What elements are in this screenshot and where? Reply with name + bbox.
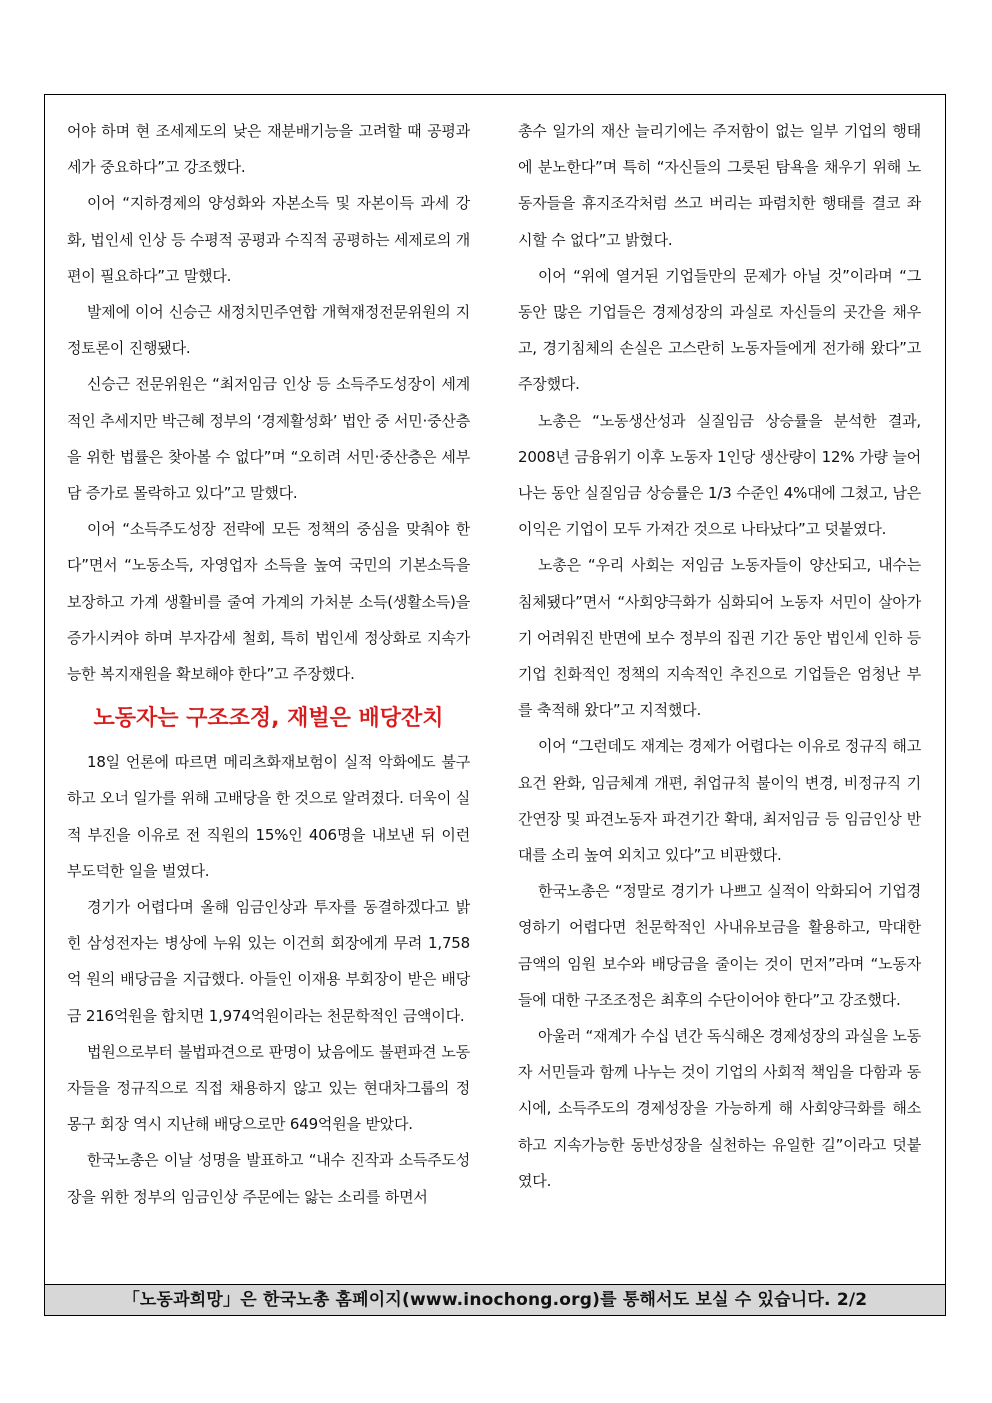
paragraph: 18일 언론에 따르면 메리츠화재보험이 실적 악화에도 불구하고 오너 일가를 위해 고배당을 한 것으로 알려졌다. 더욱이 실적 부진을 이유로 전 직원의 15%인 406명을 내보낸 뒤 이런 부도덕한 일을 벌였다. (67, 753, 470, 880)
paragraph: 아울러 “재계가 수십 년간 독식해온 경제성장의 과실을 노동자 서민들과 함께 나누는 것이 기업의 사회적 책임을 다함과 동시에, 소득주도의 경제성장을 가능하게 해 사회양극화를 해소하고 지속가능한 동반성장을 실천하는 유일한 길”이라고 덧붙였다. (518, 1027, 921, 1190)
section-subheading: 노동자는 구조조정, 재벌은 배당잔치 (93, 706, 444, 732)
left-column (67, 113, 470, 1215)
paragraph: 이어 “그런데도 재계는 경제가 어렵다는 이유로 정규직 해고요건 완화, 임금체계 개편, 취업규칙 불이익 변경, 비정규직 기간연장 및 파견노동자 파견기간 확대, 최저임금 등 임금인상 반대를 소리 높여 외치고 있다”고 비판했다. (518, 737, 921, 865)
paragraph: 총수 일가의 재산 늘리기에는 주저함이 없는 일부 기업의 행태에 분노한다”며 특히 “자신들의 그릇된 탐욕을 채우기 위해 노동자들을 휴지조각처럼 쓰고 버리는 파렴치한 행태를 결코 좌시할 수 없다”고 밝혔다. (518, 122, 921, 249)
page-frame (44, 94, 946, 1316)
paragraph: 발제에 이어 신승근 새정치민주연합 개혁재정전문위원의 지정토론이 진행됐다. (67, 303, 470, 358)
paragraph: 어야 하며 현 조세제도의 낮은 재분배기능을 고려할 때 공평과세가 중요하다”고 강조했다. (67, 122, 470, 177)
paragraph: 노총은 “우리 사회는 저임금 노동자들이 양산되고, 내수는 침체됐다”면서 “사회양극화가 심화되어 노동자 서민이 살아가기 어려워진 반면에 보수 정부의 집권 기간 동안 법인세 인하 등 기업 친화적인 정책의 지속적인 추진으로 기업들은 엄청난 부를 축적해 왔다”고 지적했다. (518, 556, 921, 720)
paragraph: 이어 “위에 열거된 기업들만의 문제가 아닐 것”이라며 “그 동안 많은 기업들은 경제성장의 과실로 자신들의 곳간을 채우고, 경기침체의 손실은 고스란히 노동자들에게 전가해 왔다”고 주장했다. (518, 266, 921, 394)
footer-bar (45, 1284, 945, 1315)
paragraph: 법원으로부터 불법파견으로 판명이 났음에도 불편파견 노동자들을 정규직으로 직접 채용하지 않고 있는 현대차그룹의 정몽구 회장 역시 지난해 배당으로만 649억원을 받았다. (67, 1042, 470, 1134)
paragraph: 노총은 “노동생산성과 실질임금 상승률을 분석한 결과, 2008년 금융위기 이후 노동자 1인당 생산량이 12% 가량 늘어나는 동안 실질임금 상승률은 1/3 수준인 4%대에 그쳤고, 남은 이익은 기업이 모두 가져간 것으로 나타났다”고 덧붙였다. (518, 411, 921, 539)
paragraph: 이어 “지하경제의 양성화와 자본소득 및 자본이득 과세 강화, 법인세 인상 등 수평적 공평과 수직적 공평하는 세제로의 개편이 필요하다”고 말했다. (67, 194, 470, 285)
paragraph: 한국노총은 이날 성명을 발표하고 “내수 진작과 소득주도성장을 위한 정부의 임금인상 주문에는 앓는 소리를 하면서 (67, 1151, 470, 1206)
paragraph: 이어 “소득주도성장 전략에 모든 정책의 중심을 맞춰야 한다”면서 “노동소득, 자영업자 소득을 높여 국민의 기본소득을 보장하고 가계 생활비를 줄여 가계의 가처분 소득(생활소득)을 증가시켜야 하며 부자감세 철회, 특히 법인세 정상화로 지속가능한 복지재원을 확보해야 한다”고 주장했다. (67, 520, 470, 684)
paragraph: 신승근 전문위원은 “최저임금 인상 등 소득주도성장이 세계적인 추세지만 박근혜 정부의 ‘경제활성화’ 법안 중 서민·중산층을 위한 법률은 찾아볼 수 없다”며 “오히려 서민·중산층은 세부담 증가로 몰락하고 있다”고 말했다. (67, 375, 470, 503)
paragraph: 한국노총은 “정말로 경기가 나쁘고 실적이 악화되어 기업경영하기 어렵다면 천문학적인 사내유보금을 활용하고, 막대한 금액의 임원 보수와 배당금을 줄이는 것이 먼저”라며 “노동자들에 대한 구조조정은 최후의 수단이어야 한다”고 강조했다. (518, 882, 921, 1009)
footer-text: 「노동과희망」은 한국노총 홈페이지(www.inochong.org)를 통해서도 보실 수 있습니다. 2/2 (122, 1290, 868, 1310)
paragraph: 경기가 어렵다며 올해 임금인상과 투자를 동결하겠다고 밝힌 삼성전자는 병상에 누워 있는 이건희 회장에게 무려 1,758억 원의 배당금을 지급했다. 아들인 이재용 부회장이 받은 배당금 216억원을 합치면 1,974억원이라는 천문학적인 금액이다. (67, 898, 470, 1025)
right-column (518, 113, 921, 1199)
